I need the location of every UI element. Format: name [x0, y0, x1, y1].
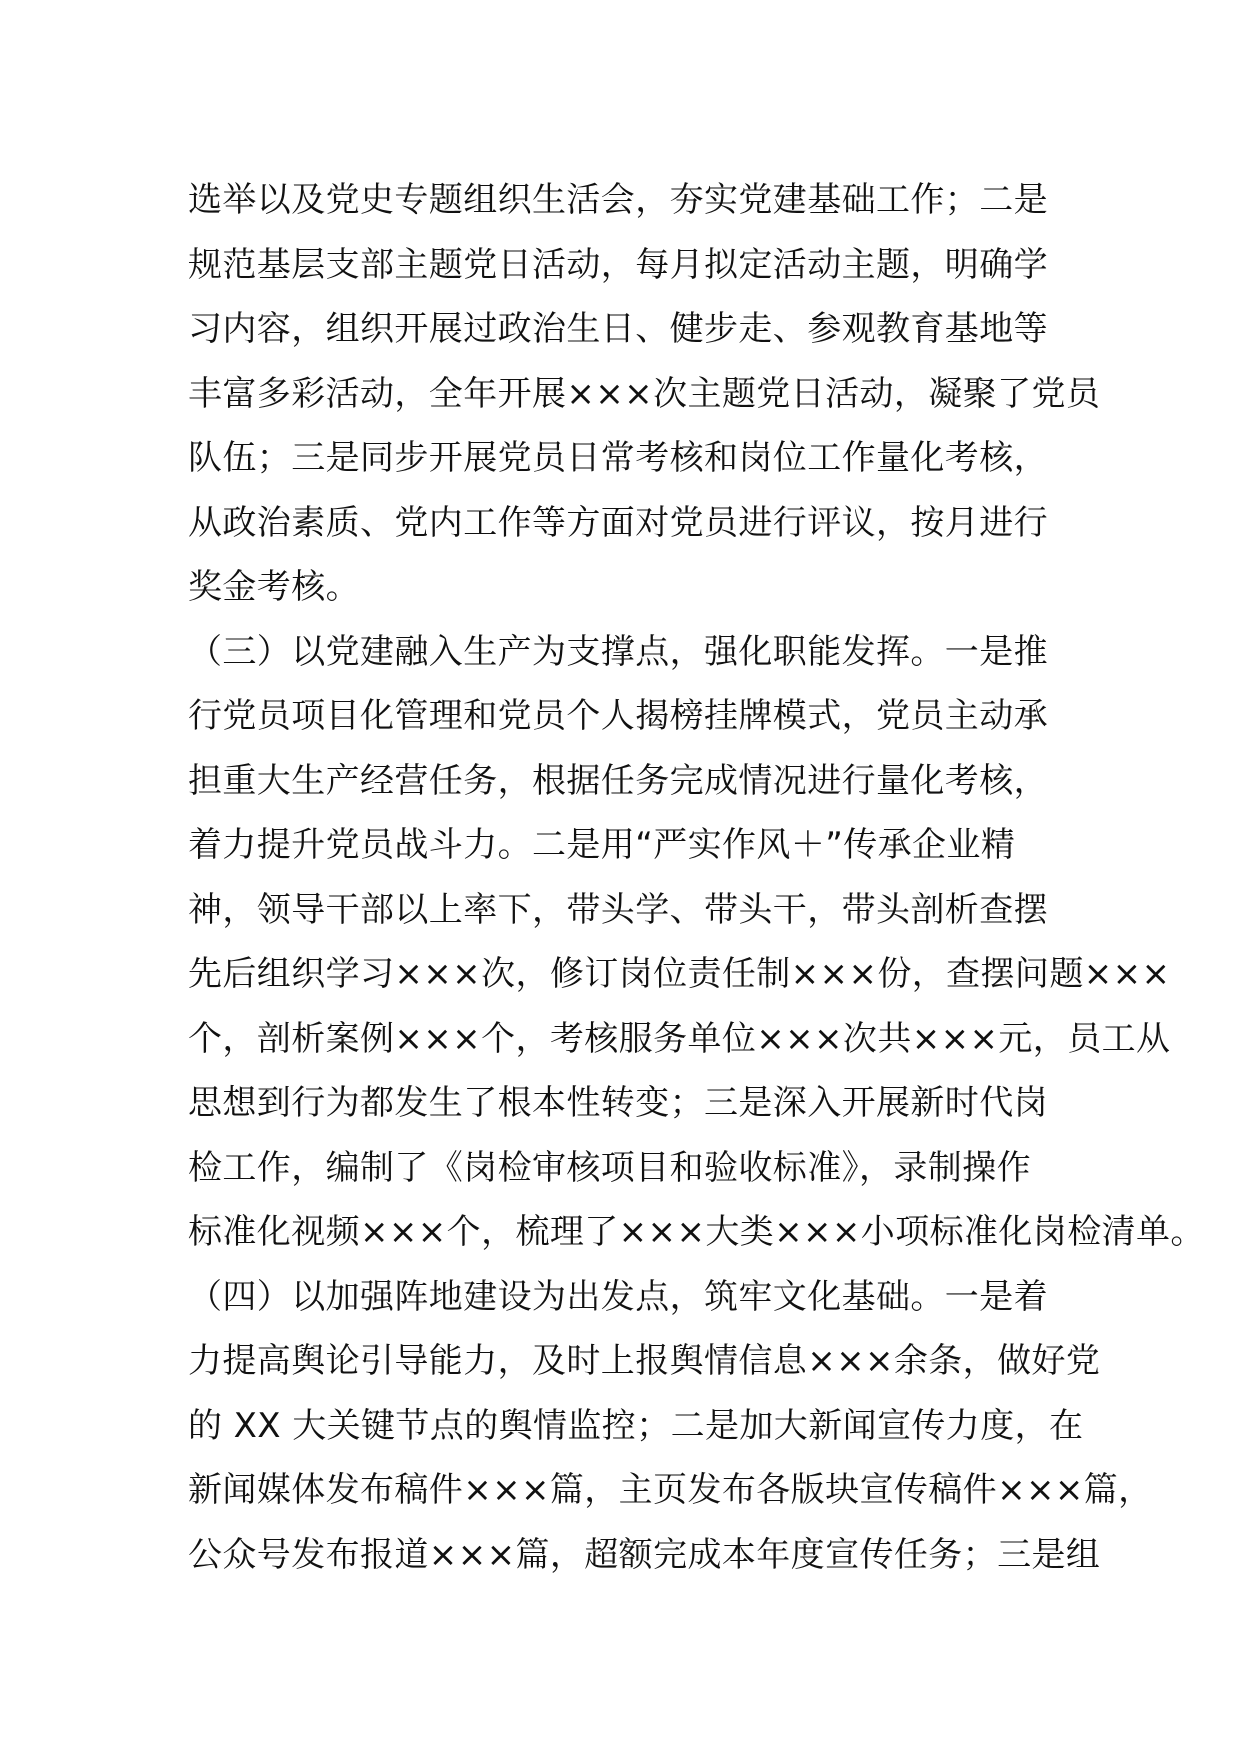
text-line: 奖金考核。	[188, 567, 360, 607]
text-line: 规范基层支部主题党日活动，每月拟定活动主题，明确学	[188, 244, 1048, 285]
text-line: 担重大生产经营任务，根据任务完成情况进行量化考核，	[188, 760, 1048, 801]
text-line: 个，剖析案例×××个，考核服务单位×××次共×××元，员工从	[188, 1018, 1171, 1059]
text-line: 队伍；三是同步开展党员日常考核和岗位工作量化考核，	[188, 438, 1048, 478]
text-line: 思想到行为都发生了根本性转变；三是深入开展新时代岗	[188, 1083, 1048, 1123]
body-text	[188, 168, 1205, 1587]
text-line: （三）以党建融入生产为支撑点，强化职能发挥。一是推	[188, 631, 1048, 672]
text-line: 的 XX 大关键节点的舆情监控；二是加大新闻宣传力度，在	[188, 1405, 1084, 1446]
text-line: 标准化视频×××个，梳理了×××大类×××小项标准化岗检清单。	[188, 1212, 1205, 1252]
text-line: 从政治素质、党内工作等方面对党员进行评议，按月进行	[188, 502, 1048, 543]
text-line: 新闻媒体发布稿件×××篇，主页发布各版块宣传稿件×××篇，	[188, 1470, 1153, 1510]
text-line: 丰富多彩活动，全年开展×××次主题党日活动，凝聚了党员	[188, 373, 1101, 414]
text-line: 神，领导干部以上率下，带头学、带头干，带头剖析查摆	[188, 889, 1048, 930]
text-line: 着力提升党员战斗力。二是用“严实作风＋”传承企业精	[188, 825, 1016, 865]
text-line: 力提高舆论引导能力，及时上报舆情信息×××余条，做好党	[188, 1341, 1101, 1381]
text-line: （四）以加强阵地建设为出发点，筑牢文化基础。一是着	[188, 1276, 1048, 1317]
text-line: 公众号发布报道×××篇，超额完成本年度宣传任务；三是组	[188, 1534, 1101, 1575]
text-line: 习内容，组织开展过政治生日、健步走、参观教育基地等	[188, 309, 1048, 349]
text-line: 行党员项目化管理和党员个人揭榜挂牌模式，党员主动承	[188, 696, 1048, 736]
text-line: 选举以及党史专题组织生活会，夯实党建基础工作；二是	[188, 180, 1048, 220]
text-line: 先后组织学习×××次，修订岗位责任制×××份，查摆问题×××	[188, 954, 1171, 994]
text-line: 检工作，编制了《岗检审核项目和验收标准》，录制操作	[188, 1147, 1031, 1188]
